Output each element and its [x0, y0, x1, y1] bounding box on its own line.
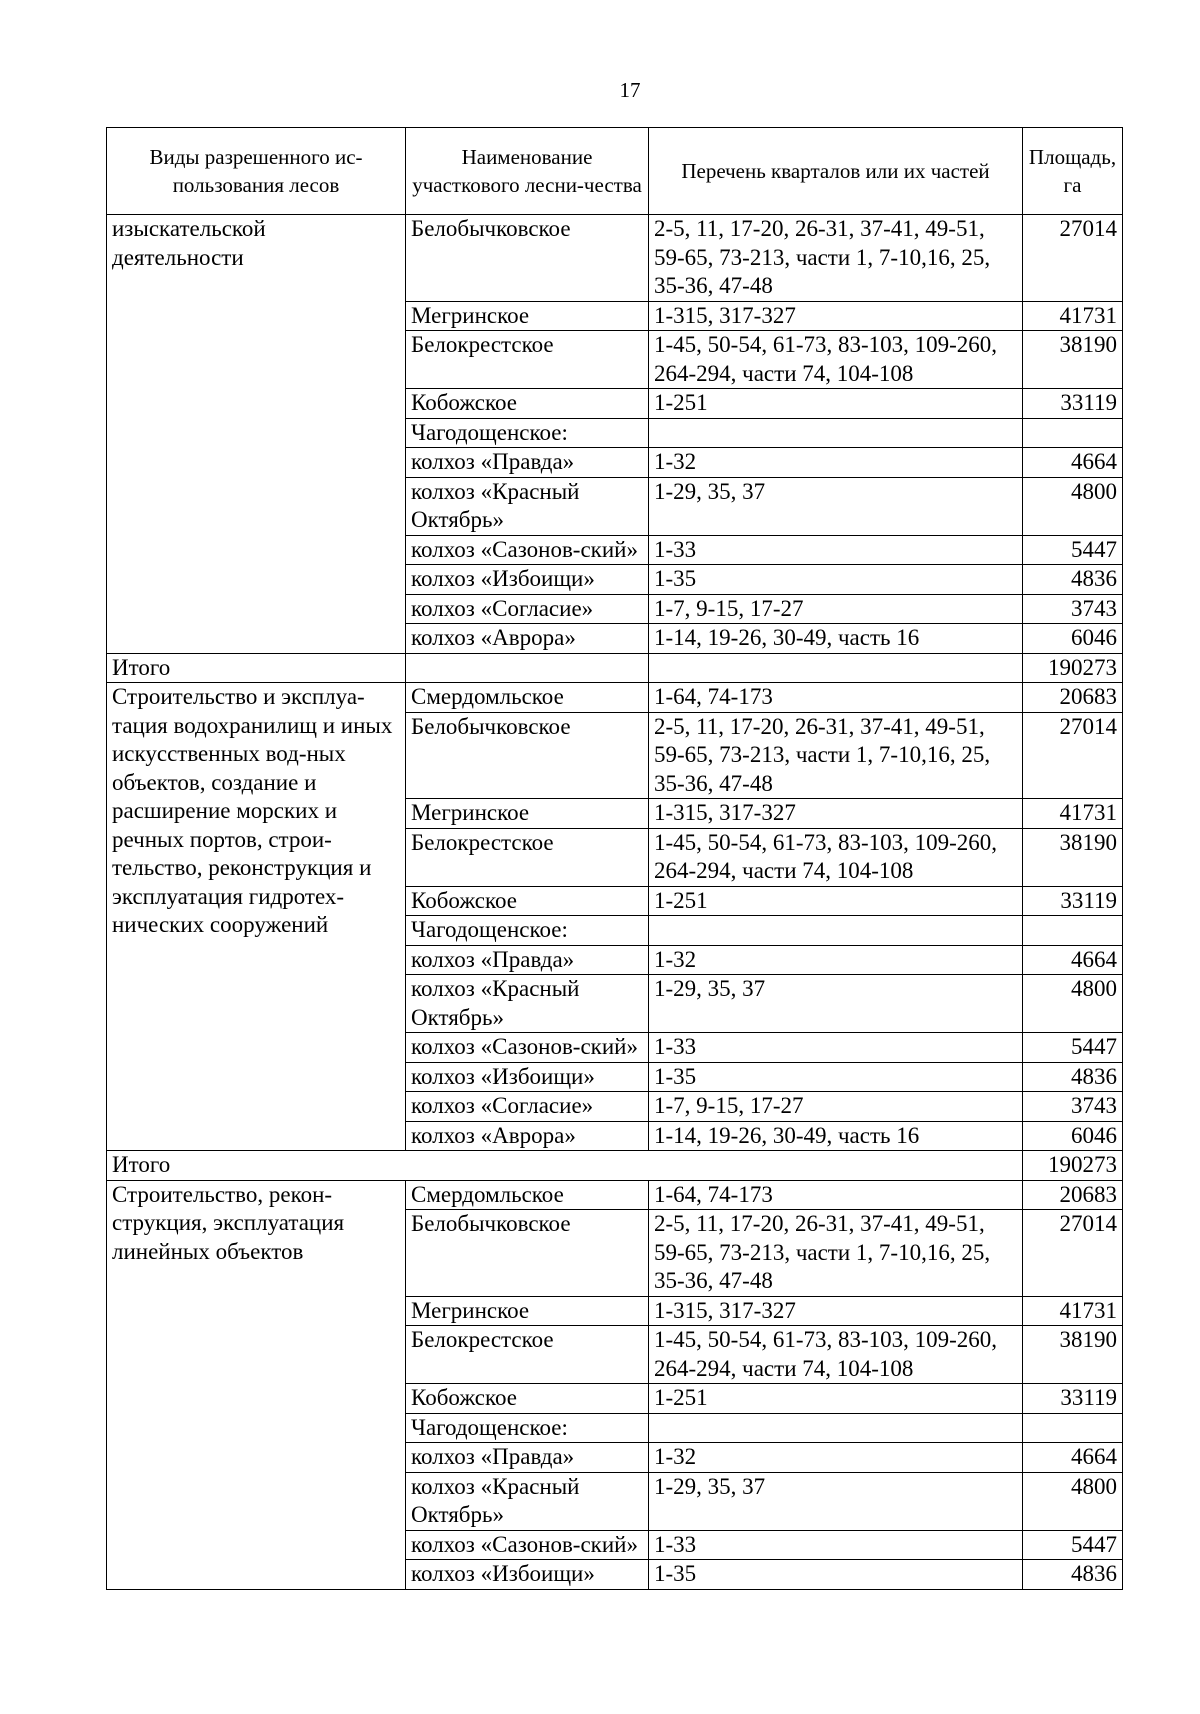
area-cell: 41731: [1023, 799, 1123, 829]
area-cell: 33119: [1023, 1384, 1123, 1414]
forestry-cell: Белокрестское: [406, 1326, 649, 1384]
quarters-cell: 1-45, 50-54, 61-73, 83-103, 109-260, 264-294, части 74, 104-108: [649, 828, 1023, 886]
forestry-cell: колхоз «Избоищи»: [406, 1560, 649, 1590]
forestry-cell: Чагодощенское:: [406, 916, 649, 946]
total-label: Итого: [107, 1151, 1023, 1181]
area-cell: 41731: [1023, 1296, 1123, 1326]
area-cell: 3743: [1023, 1092, 1123, 1122]
quarters-cell: 1-45, 50-54, 61-73, 83-103, 109-260, 264-294, части 74, 104-108: [649, 1326, 1023, 1384]
forestry-cell: колхоз «Согласие»: [406, 594, 649, 624]
area-cell: 27014: [1023, 1210, 1123, 1297]
header-area: Площадь, га: [1023, 128, 1123, 215]
area-cell: 38190: [1023, 828, 1123, 886]
header-usage: Виды разрешенного ис-пользования лесов: [107, 128, 406, 215]
area-cell: 20683: [1023, 683, 1123, 713]
quarters-cell: 1-7, 9-15, 17-27: [649, 1092, 1023, 1122]
area-cell: 38190: [1023, 331, 1123, 389]
table-row: [107, 683, 1123, 713]
quarters-cell: [649, 418, 1023, 448]
area-cell: 3743: [1023, 594, 1123, 624]
page-number: 17: [619, 78, 641, 102]
forestry-cell: Мегринское: [406, 799, 649, 829]
forestry-cell: Белобычковское: [406, 712, 649, 799]
quarters-cell: 1-14, 19-26, 30-49, часть 16: [649, 624, 1023, 654]
quarters-cell: 1-251: [649, 389, 1023, 419]
forestry-cell: Смердомльское: [406, 1180, 649, 1210]
forestry-cell: колхоз «Красный Октябрь»: [406, 1472, 649, 1530]
forestry-cell: Кобожское: [406, 886, 649, 916]
quarters-cell: 1-35: [649, 565, 1023, 595]
forestry-cell: Белокрестское: [406, 331, 649, 389]
quarters-cell: 1-45, 50-54, 61-73, 83-103, 109-260, 264-294, части 74, 104-108: [649, 331, 1023, 389]
quarters-cell: 1-32: [649, 448, 1023, 478]
forestry-cell: колхоз «Избоищи»: [406, 565, 649, 595]
total-row: [107, 1151, 1123, 1181]
quarters-cell: 1-32: [649, 1443, 1023, 1473]
area-cell: 5447: [1023, 1033, 1123, 1063]
total-row: [107, 653, 1123, 683]
usage-cell: изыскательской деятельности: [107, 215, 406, 654]
forestry-cell: колхоз «Аврора»: [406, 624, 649, 654]
quarters-cell: 1-251: [649, 886, 1023, 916]
area-cell: [1023, 418, 1123, 448]
quarters-cell: 1-64, 74-173: [649, 683, 1023, 713]
quarters-cell: 2-5, 11, 17-20, 26-31, 37-41, 49-51, 59-65, 73-213, части 1, 7-10,16, 25, 35-36, 47-48: [649, 1210, 1023, 1297]
area-cell: 4836: [1023, 565, 1123, 595]
quarters-cell: 1-315, 317-327: [649, 1296, 1023, 1326]
forestry-cell: Белобычковское: [406, 215, 649, 302]
forestry-cell: колхоз «Сазонов-ский»: [406, 1530, 649, 1560]
forestry-cell: колхоз «Красный Октябрь»: [406, 477, 649, 535]
total-label: Итого: [107, 653, 406, 683]
quarters-cell: 1-7, 9-15, 17-27: [649, 594, 1023, 624]
forestry-cell: колхоз «Согласие»: [406, 1092, 649, 1122]
area-cell: 4800: [1023, 1472, 1123, 1530]
empty-cell: [406, 653, 649, 683]
quarters-cell: 1-32: [649, 945, 1023, 975]
header-forestry: Наименование участкового лесни-чества: [406, 128, 649, 215]
forest-usage-table: [106, 127, 1123, 1590]
header-quarters: Перечень кварталов или их частей: [649, 128, 1023, 215]
quarters-cell: [649, 1413, 1023, 1443]
quarters-cell: 1-315, 317-327: [649, 799, 1023, 829]
forestry-cell: колхоз «Правда»: [406, 1443, 649, 1473]
area-cell: [1023, 916, 1123, 946]
area-cell: 5447: [1023, 1530, 1123, 1560]
area-cell: 33119: [1023, 389, 1123, 419]
forestry-cell: Чагодощенское:: [406, 1413, 649, 1443]
area-cell: 4800: [1023, 975, 1123, 1033]
quarters-cell: 2-5, 11, 17-20, 26-31, 37-41, 49-51, 59-65, 73-213, части 1, 7-10,16, 25, 35-36, 47-48: [649, 712, 1023, 799]
forestry-cell: колхоз «Сазонов-ский»: [406, 535, 649, 565]
area-cell: 4836: [1023, 1062, 1123, 1092]
quarters-cell: 1-33: [649, 1033, 1023, 1063]
area-cell: 6046: [1023, 1121, 1123, 1151]
total-area: 190273: [1023, 1151, 1123, 1181]
quarters-cell: 1-29, 35, 37: [649, 975, 1023, 1033]
area-cell: 4664: [1023, 448, 1123, 478]
table-row: [107, 215, 1123, 302]
quarters-cell: 1-29, 35, 37: [649, 1472, 1023, 1530]
area-cell: 27014: [1023, 712, 1123, 799]
forestry-cell: Мегринское: [406, 301, 649, 331]
area-cell: 4800: [1023, 477, 1123, 535]
forestry-cell: колхоз «Правда»: [406, 448, 649, 478]
forestry-cell: Чагодощенское:: [406, 418, 649, 448]
forestry-cell: колхоз «Сазонов-ский»: [406, 1033, 649, 1063]
table-body: [107, 215, 1123, 1590]
quarters-cell: 1-29, 35, 37: [649, 477, 1023, 535]
forestry-cell: Смердомльское: [406, 683, 649, 713]
area-cell: 20683: [1023, 1180, 1123, 1210]
quarters-cell: 1-251: [649, 1384, 1023, 1414]
empty-cell: [649, 653, 1023, 683]
forestry-cell: Белобычковское: [406, 1210, 649, 1297]
quarters-cell: [649, 916, 1023, 946]
quarters-cell: 1-64, 74-173: [649, 1180, 1023, 1210]
quarters-cell: 1-35: [649, 1560, 1023, 1590]
area-cell: 4664: [1023, 945, 1123, 975]
area-cell: [1023, 1413, 1123, 1443]
area-cell: 33119: [1023, 886, 1123, 916]
quarters-cell: 1-14, 19-26, 30-49, часть 16: [649, 1121, 1023, 1151]
quarters-cell: 1-33: [649, 1530, 1023, 1560]
table-header-row: [107, 128, 1123, 215]
forestry-cell: Мегринское: [406, 1296, 649, 1326]
area-cell: 4664: [1023, 1443, 1123, 1473]
forestry-cell: колхоз «Правда»: [406, 945, 649, 975]
usage-cell: Строительство, рекон-струкция, эксплуатация линейных объектов: [107, 1180, 406, 1589]
usage-cell: Строительство и эксплуа-тация водохранилищ и иных искусственных вод-ных объектов, создание и расширение морских и речных портов, строи-тельство, реконструкция и эксплуатация гидротех-нических сооружений: [107, 683, 406, 1151]
quarters-cell: 1-33: [649, 535, 1023, 565]
forestry-cell: колхоз «Красный Октябрь»: [406, 975, 649, 1033]
quarters-cell: 1-315, 317-327: [649, 301, 1023, 331]
table-row: [107, 1180, 1123, 1210]
forestry-cell: Белокрестское: [406, 828, 649, 886]
area-cell: 4836: [1023, 1560, 1123, 1590]
total-area: 190273: [1023, 653, 1123, 683]
quarters-cell: 2-5, 11, 17-20, 26-31, 37-41, 49-51, 59-65, 73-213, части 1, 7-10,16, 25, 35-36, 47-48: [649, 215, 1023, 302]
area-cell: 38190: [1023, 1326, 1123, 1384]
forestry-cell: Кобожское: [406, 1384, 649, 1414]
quarters-cell: 1-35: [649, 1062, 1023, 1092]
area-cell: 27014: [1023, 215, 1123, 302]
forestry-cell: колхоз «Аврора»: [406, 1121, 649, 1151]
forestry-cell: колхоз «Избоищи»: [406, 1062, 649, 1092]
forestry-cell: Кобожское: [406, 389, 649, 419]
area-cell: 5447: [1023, 535, 1123, 565]
area-cell: 6046: [1023, 624, 1123, 654]
area-cell: 41731: [1023, 301, 1123, 331]
